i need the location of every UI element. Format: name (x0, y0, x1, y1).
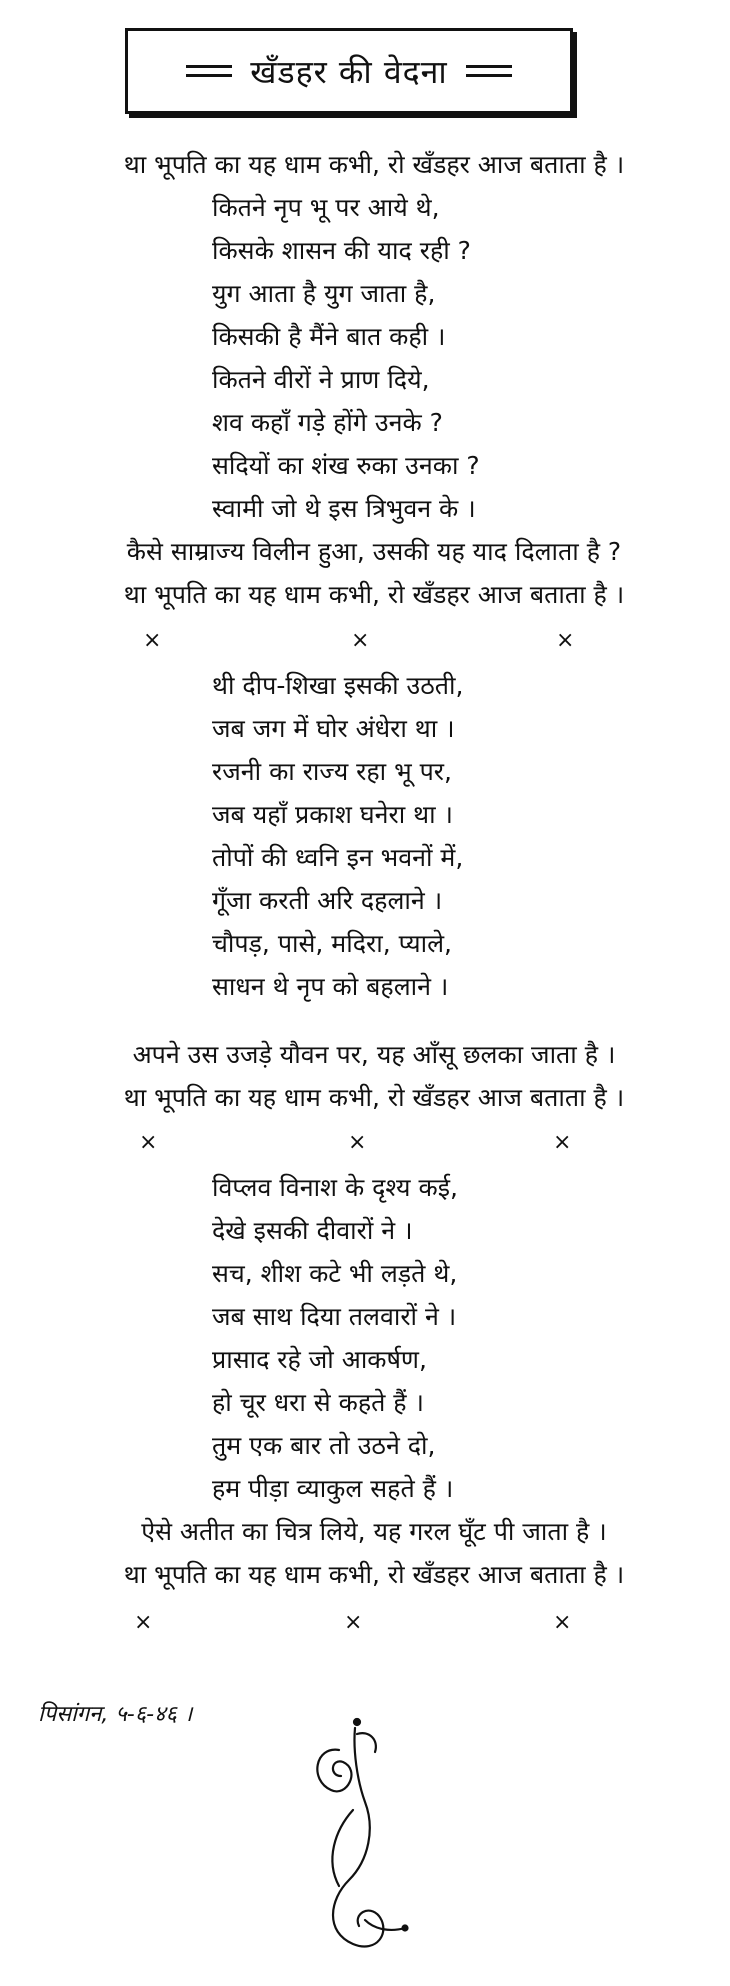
stanza-close-line: कैसे साम्राज्य विलीन हुआ, उसकी यह याद दिलाता है ? (126, 537, 622, 566)
separator-mark: × (556, 628, 575, 653)
verse-line: जब साथ दिया तलवारों ने । (212, 1302, 457, 1331)
separator-mark: × (139, 1130, 158, 1155)
place-date-signoff: पिसांगन, ५-६-४६ । (38, 1702, 193, 1727)
verse-line: स्वामी जो थे इस त्रिभुवन के । (212, 494, 476, 523)
verse-line: शव कहाँ गड़े होंगे उनके ? (212, 408, 443, 437)
refrain-line: था भूपति का यह धाम कभी, रो खँडहर आज बताता है । (123, 150, 625, 179)
separator-mark: × (344, 1610, 363, 1635)
verse-line: चौपड़, पासे, मदिरा, प्याले, (212, 929, 452, 958)
verse-line: जब यहाँ प्रकाश घनेरा था । (212, 800, 453, 829)
separator-mark: × (348, 1130, 367, 1155)
verse-line: हो चूर धरा से कहते हैं । (212, 1388, 424, 1417)
verse-line: देखे इसकी दीवारों ने । (212, 1216, 413, 1245)
refrain-line: था भूपति का यह धाम कभी, रो खँडहर आज बताता है । (123, 1560, 625, 1589)
verse-line: जब जग में घोर अंधेरा था । (212, 714, 455, 743)
stanza-close-line: अपने उस उजड़े यौवन पर, यह आँसू छलका जाता है । (132, 1040, 616, 1069)
refrain-line: था भूपति का यह धाम कभी, रो खँडहर आज बताता है । (123, 1083, 625, 1112)
verse-line: कितने नृप भू पर आये थे, (212, 193, 440, 222)
title-box (125, 28, 573, 114)
poem-title: खँडहर की वेदना (250, 52, 448, 91)
verse-line: रजनी का राज्य रहा भू पर, (212, 757, 452, 786)
refrain-line: था भूपति का यह धाम कभी, रो खँडहर आज बताता है । (123, 580, 625, 609)
signature-flourish-icon (295, 1710, 415, 1970)
verse-line: युग आता है युग जाता है, (212, 279, 436, 308)
separator-mark: × (134, 1610, 153, 1635)
verse-line: किसकी है मैंने बात कही । (212, 322, 446, 351)
separator-mark: × (351, 628, 370, 653)
title-ornament-right (466, 65, 512, 77)
verse-line: कितने वीरों ने प्राण दिये, (212, 365, 430, 394)
verse-line: हम पीड़ा व्याकुल सहते हैं । (212, 1474, 454, 1503)
separator-mark: × (143, 628, 162, 653)
separator-mark: × (553, 1130, 572, 1155)
verse-line: सच, शीश कटे भी लड़ते थे, (212, 1259, 458, 1288)
verse-line: तुम एक बार तो उठने दो, (212, 1431, 436, 1460)
verse-line: प्रासाद रहे जो आकर्षण, (212, 1345, 427, 1374)
verse-line: विप्लव विनाश के दृश्य कई, (212, 1173, 458, 1202)
verse-line: थी दीप-शिखा इसकी उठती, (212, 671, 464, 700)
separator-mark: × (553, 1610, 572, 1635)
verse-line: तोपों की ध्वनि इन भवनों में, (212, 843, 464, 872)
title-ornament-left (186, 65, 232, 77)
verse-line: गूँजा करती अरि दहलाने । (212, 886, 443, 915)
verse-line: साधन थे नृप को बहलाने । (212, 972, 449, 1001)
verse-line: सदियों का शंख रुका उनका ? (212, 451, 480, 480)
verse-line: किसके शासन की याद रही ? (212, 236, 471, 265)
stanza-close-line: ऐसे अतीत का चित्र लिये, यह गरल घूँट पी जाता है । (141, 1517, 607, 1546)
